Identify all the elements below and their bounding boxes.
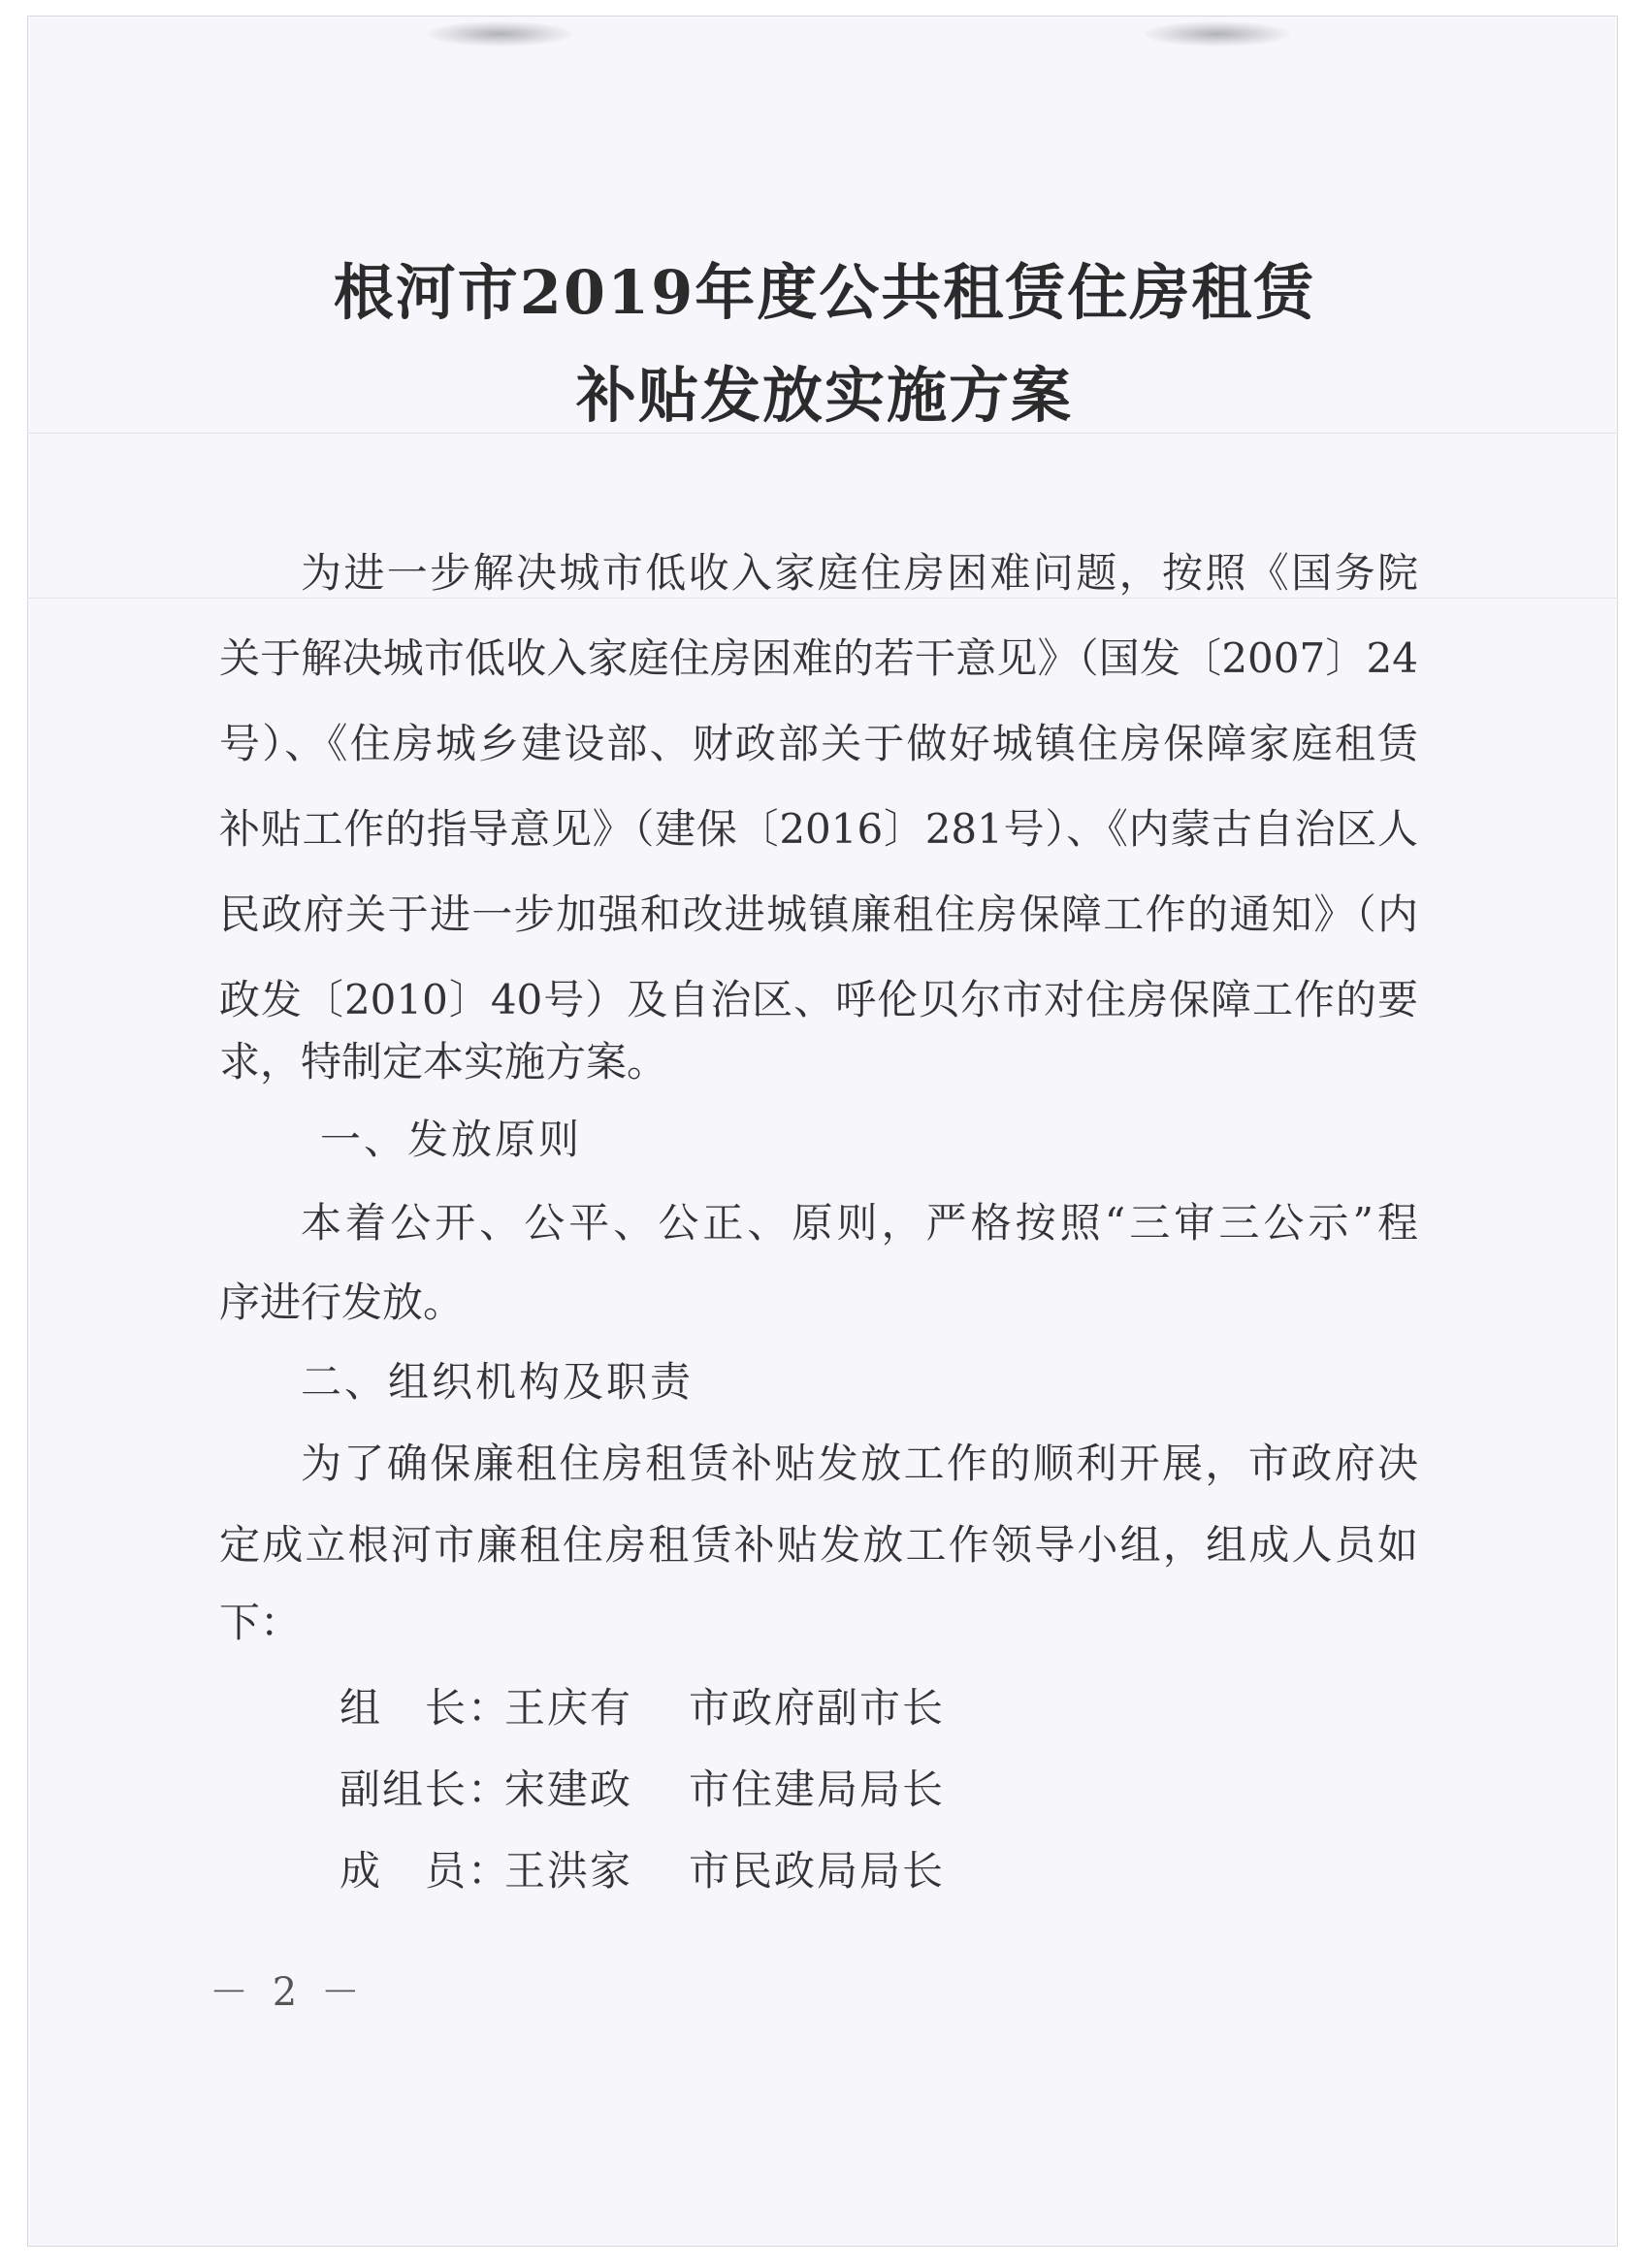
intro-line-7: 求，特制定本实施方案。: [219, 1038, 668, 1085]
member-name: 王洪家: [504, 1847, 633, 1895]
page-number: － 2 －: [210, 1970, 366, 2015]
section-2-line-3: 下：: [219, 1599, 302, 1646]
member-role: 组 长：: [340, 1684, 511, 1732]
scan-smudge-left: [427, 21, 572, 47]
member-row: [340, 1676, 945, 1734]
intro-line-5: 民政府关于进一步加强和改进城镇廉租住房保障工作的通知》（内: [219, 891, 1418, 938]
member-name: 宋建政: [504, 1766, 633, 1813]
section-2-heading: 二、组织机构及职责: [301, 1358, 695, 1406]
intro-line-6: 政发〔2010〕40号）及自治区、呼伦贝尔市对住房保障工作的要: [219, 976, 1418, 1023]
member-position: 市住建局局长: [689, 1766, 946, 1813]
member-row: [340, 1758, 945, 1816]
section-1-line-1: 本着公开、公平、公正、原则，严格按照“三审三公示”程: [301, 1199, 1418, 1247]
section-2-line-1: 为了确保廉租住房租赁补贴发放工作的顺利开展，市政府决: [301, 1440, 1418, 1487]
section-1-line-2: 序进行发放。: [219, 1279, 465, 1326]
intro-line-3: 号）、《住房城乡建设部、财政部关于做好城镇住房保障家庭租赁: [219, 720, 1418, 767]
member-position: 市民政局局长: [689, 1847, 946, 1895]
section-2-line-2: 定成立根河市廉租住房租赁补贴发放工作领导小组，组成人员如: [219, 1521, 1418, 1569]
intro-line-4: 补贴工作的指导意见》（建保〔2016〕281号）、《内蒙古自治区人: [219, 805, 1418, 853]
member-name: 王庆有: [504, 1684, 633, 1732]
member-role: 成 员：: [340, 1847, 511, 1895]
member-role: 副组长：: [340, 1766, 511, 1813]
intro-line-1: 为进一步解决城市低收入家庭住房困难问题，按照《国务院: [301, 549, 1418, 597]
document-title-line-1: 根河市2019年度公共租赁住房租赁: [333, 257, 1316, 328]
section-1-heading: 一、发放原则: [320, 1116, 583, 1163]
member-position: 市政府副市长: [689, 1684, 946, 1732]
scan-smudge-right: [1145, 21, 1290, 47]
member-row: [340, 1839, 945, 1897]
document-title-line-2: 补贴发放实施方案: [575, 360, 1073, 431]
intro-line-2: 关于解决城市低收入家庭住房困难的若干意见》（国发〔2007〕24: [219, 634, 1418, 682]
